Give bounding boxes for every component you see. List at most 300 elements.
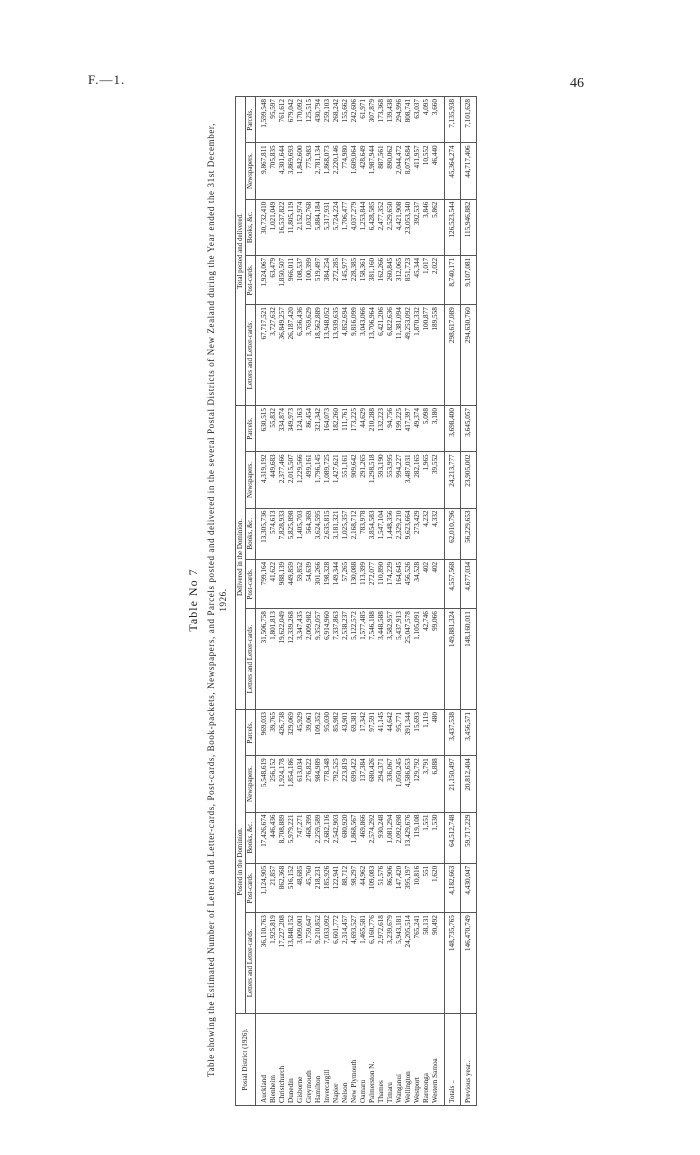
value-cell: 126,523,544 — [445, 199, 461, 255]
value-cell: 36,849,257 — [278, 305, 287, 406]
district-cell: Blenheim — [269, 1013, 278, 1105]
value-cell: 149,344 — [332, 559, 341, 608]
value-cell: 69,381 — [350, 710, 359, 756]
value-cell: 1,801,813 — [269, 609, 278, 710]
value-cell: 9,867,811 — [256, 143, 270, 199]
value-cell: 39,765 — [269, 710, 278, 756]
value-cell: 7,135,938 — [445, 97, 461, 143]
value-cell: 2,477,352 — [377, 199, 386, 255]
district-cell: Auckland — [256, 1013, 270, 1105]
value-cell: 680,426 — [368, 756, 377, 812]
value-cell: 6,356,436 — [296, 305, 305, 406]
value-cell: 95,030 — [323, 710, 332, 756]
district-cell: Thames — [377, 1013, 386, 1105]
value-cell: 18,562,889 — [314, 305, 323, 406]
value-cell: 199,225 — [395, 406, 404, 452]
value-cell: 3,009,001 — [296, 913, 305, 1014]
value-cell: 45,344 — [413, 255, 422, 304]
value-cell: 13,948,052 — [323, 305, 332, 406]
value-cell: 58,131 — [422, 913, 431, 1014]
district-cell: Dunedin — [287, 1013, 296, 1105]
value-cell: 164,645 — [395, 559, 404, 608]
value-cell: 411,957 — [413, 143, 422, 199]
value-cell: 109,352 — [314, 710, 323, 756]
value-cell: 41,145 — [377, 710, 386, 756]
value-cell: 3,727,632 — [269, 305, 278, 406]
table-row — [395, 97, 404, 1106]
value-cell: 2,009,982 — [305, 609, 314, 710]
value-cell: 2,092,698 — [395, 812, 404, 863]
value-cell: 391,344 — [404, 710, 413, 756]
value-cell: 162,266 — [377, 255, 386, 304]
value-cell: 185,926 — [323, 863, 332, 912]
mail-statistics-table — [235, 96, 477, 1106]
value-cell: 1,298,518 — [368, 452, 377, 508]
value-cell: 158,361 — [359, 255, 368, 304]
value-cell: 1,924,067 — [256, 255, 270, 304]
value-cell: 2,635,815 — [323, 508, 332, 559]
value-cell: 125,515 — [305, 97, 314, 143]
rotated-table-block — [185, 90, 595, 1110]
table-row — [341, 97, 350, 1106]
value-cell: 108,537 — [296, 255, 305, 304]
value-cell: 747,271 — [296, 812, 305, 863]
district-cell: Napier — [332, 1013, 341, 1105]
value-cell: 34,528 — [413, 559, 422, 608]
value-cell: 210,288 — [368, 406, 377, 452]
value-cell: 426,738 — [278, 710, 287, 756]
value-cell: 449,859 — [287, 559, 296, 608]
value-cell: 13,706,964 — [368, 305, 377, 406]
value-cell: 2,168,712 — [350, 508, 359, 559]
value-cell: 39,552 — [431, 452, 445, 508]
value-cell: 6,160,776 — [368, 913, 377, 1014]
value-cell: 9,816,099 — [350, 305, 359, 406]
value-cell: 402 — [422, 559, 431, 608]
value-cell: 5,979,221 — [287, 812, 296, 863]
value-cell: 2,377,466 — [278, 452, 287, 508]
value-cell: 100,877 — [422, 305, 431, 406]
value-cell: 146,470,749 — [461, 913, 477, 1014]
value-cell: 3,181,321 — [332, 508, 341, 559]
value-cell: 7,101,628 — [461, 97, 477, 143]
value-cell: 890,062 — [386, 143, 395, 199]
value-cell: 334,874 — [278, 406, 287, 452]
table-row — [368, 97, 377, 1106]
value-cell: 6,428,585 — [368, 199, 377, 255]
table-row — [278, 97, 287, 1106]
value-cell: 41,622 — [269, 559, 278, 608]
page-number: 46 — [570, 76, 584, 91]
district-cell: Greymouth — [305, 1013, 314, 1105]
value-cell: 63,479 — [269, 255, 278, 304]
value-cell: 564,369 — [305, 508, 314, 559]
value-cell: 5,943,181 — [395, 913, 404, 1014]
value-cell: 1,577,485 — [359, 609, 368, 710]
value-cell: 4,586,653 — [404, 756, 413, 812]
value-cell: 3,791 — [422, 756, 431, 812]
column-header: Parcels. — [246, 710, 256, 756]
value-cell: 994,227 — [395, 452, 404, 508]
district-cell: New Plymouth — [350, 1013, 359, 1105]
value-cell: 4,037,279 — [350, 199, 359, 255]
value-cell: 124,163 — [296, 406, 305, 452]
district-cell: Gisborne — [296, 1013, 305, 1105]
value-cell: 122,941 — [332, 863, 341, 912]
table-number: Table No 7 — [186, 568, 200, 632]
value-cell: 446,436 — [269, 812, 278, 863]
district-cell: Nelson — [341, 1013, 350, 1105]
value-cell: 2,329,210 — [395, 508, 404, 559]
value-cell: 4,232 — [422, 508, 431, 559]
value-cell: 851,723 — [404, 255, 413, 304]
value-cell: 417,397 — [404, 406, 413, 452]
value-cell: 46,440 — [431, 143, 445, 199]
value-cell: 1,842,600 — [296, 143, 305, 199]
value-cell: 90,492 — [431, 913, 445, 1014]
value-cell: 1,609,064 — [350, 143, 359, 199]
value-cell: 392,537 — [413, 199, 422, 255]
value-cell: 699,422 — [350, 756, 359, 812]
value-cell: 268,242 — [332, 97, 341, 143]
value-cell: 147,420 — [395, 863, 404, 912]
value-cell: 6,914,960 — [323, 609, 332, 710]
value-cell: 3,180 — [431, 406, 445, 452]
value-cell: 20,812,404 — [461, 756, 477, 812]
value-cell: 45,760 — [305, 863, 314, 912]
column-header: Letters and Letter-cards. — [246, 913, 256, 1014]
value-cell: 6,421,206 — [377, 305, 386, 406]
value-cell: 4,319,192 — [256, 452, 270, 508]
value-cell: 30,732,410 — [256, 199, 270, 255]
value-cell: 272,077 — [368, 559, 377, 608]
value-cell: 909,642 — [350, 452, 359, 508]
value-cell: 189,558 — [431, 305, 445, 406]
value-cell: 3,239,679 — [386, 913, 395, 1014]
value-cell: 3,660 — [431, 97, 445, 143]
value-cell: 3,624,595 — [314, 508, 323, 559]
value-cell: 1,089,725 — [323, 452, 332, 508]
value-cell: 2,682,116 — [323, 812, 332, 863]
value-cell: 170,092 — [296, 97, 305, 143]
value-cell: 109,083 — [368, 863, 377, 912]
value-cell: 4,182,663 — [445, 863, 461, 912]
value-cell: 62,010,796 — [445, 508, 461, 559]
value-cell: 3,347,435 — [296, 609, 305, 710]
value-cell: 272,285 — [332, 255, 341, 304]
value-cell: 5,098 — [422, 406, 431, 452]
value-cell: 1,448,356 — [386, 508, 395, 559]
value-cell: 260,845 — [386, 255, 395, 304]
value-cell: 1,050,245 — [395, 756, 404, 812]
value-cell: 613,034 — [296, 756, 305, 812]
value-cell: 276,822 — [305, 756, 314, 812]
value-cell: 765,241 — [413, 913, 422, 1014]
value-cell: 887,561 — [377, 143, 386, 199]
value-cell: 7,033,092 — [323, 913, 332, 1014]
value-cell: 395,197 — [404, 863, 413, 912]
table-row — [287, 97, 296, 1106]
value-cell: 2,574,292 — [368, 812, 377, 863]
value-cell: 705,835 — [269, 143, 278, 199]
value-cell: 2,152,974 — [296, 199, 305, 255]
value-cell: 9,352,057 — [314, 609, 323, 710]
value-cell: 198,328 — [323, 559, 332, 608]
value-cell: 792,525 — [332, 756, 341, 812]
district-cell: Invercargill — [323, 1013, 332, 1105]
value-cell: 7,337,863 — [332, 609, 341, 710]
district-cell: Christchurch — [278, 1013, 287, 1105]
value-cell: 164,073 — [323, 406, 332, 452]
value-cell: 551 — [422, 863, 431, 912]
value-cell: 4,421,908 — [395, 199, 404, 255]
column-header: Books, &c. — [246, 508, 256, 559]
value-cell: 43,901 — [341, 710, 350, 756]
sub-header-row — [246, 97, 256, 1106]
value-cell: 21,857 — [269, 863, 278, 912]
value-cell: 1,599,548 — [256, 97, 270, 143]
value-cell: 13,429,676 — [404, 812, 413, 863]
value-cell: 630,515 — [256, 406, 270, 452]
value-cell: 95,597 — [269, 97, 278, 143]
value-cell: 8,740,171 — [445, 255, 461, 304]
column-header: Post-cards. — [246, 559, 256, 608]
value-cell: 119,108 — [413, 812, 422, 863]
value-cell: 291,265 — [359, 452, 368, 508]
value-cell: 5,122,572 — [350, 609, 359, 710]
value-cell: 312,065 — [395, 255, 404, 304]
value-cell: 1,105,091 — [413, 609, 422, 710]
value-cell: 984,989 — [314, 756, 323, 812]
value-cell: 321,342 — [314, 406, 323, 452]
table-body — [256, 97, 477, 1106]
column-header: Newspapers. — [246, 452, 256, 508]
value-cell: 218,231 — [314, 863, 323, 912]
value-cell: 4,852,694 — [341, 305, 350, 406]
value-cell: 2,972,618 — [377, 913, 386, 1014]
value-cell: 48,685 — [296, 863, 305, 912]
table-row — [305, 97, 314, 1106]
value-cell: 137,384 — [359, 756, 368, 812]
district-cell: Previous year.. — [461, 1013, 477, 1105]
value-cell: 3,645,057 — [461, 406, 477, 452]
value-cell: 1,124,905 — [256, 863, 270, 912]
district-cell: Wellington — [404, 1013, 413, 1105]
value-cell: 17,227,208 — [278, 913, 287, 1014]
value-cell: 2,538,237 — [341, 609, 350, 710]
value-cell: 13,848,152 — [287, 913, 296, 1014]
value-cell: 381,160 — [368, 255, 377, 304]
group-header-posted: Posted in the Dominion. — [236, 710, 246, 1014]
group-header-total: Total posted and delivered. — [236, 97, 246, 406]
value-cell: 8,708,889 — [278, 812, 287, 863]
value-cell: 1,796,145 — [314, 452, 323, 508]
column-header: Newspapers. — [246, 756, 256, 812]
table-row — [350, 97, 359, 1106]
table-row — [296, 97, 305, 1106]
value-cell: 1,017 — [422, 255, 431, 304]
value-cell: 3,869,693 — [287, 143, 296, 199]
value-cell: 3,769,629 — [305, 305, 314, 406]
column-header: Newspapers. — [246, 143, 256, 199]
value-cell: 2,542,903 — [332, 812, 341, 863]
value-cell: 56,229,653 — [461, 508, 477, 559]
value-cell: 7,828,933 — [278, 508, 287, 559]
value-cell: 4,095 — [422, 97, 431, 143]
value-cell: 51,576 — [377, 863, 386, 912]
value-cell: 761,612 — [278, 97, 287, 143]
value-cell: 1,868,073 — [323, 143, 332, 199]
value-cell: 10,552 — [422, 143, 431, 199]
value-cell: 307,879 — [368, 97, 377, 143]
value-cell: 3,456,571 — [461, 710, 477, 756]
value-cell: 97,591 — [368, 710, 377, 756]
value-cell: 259,103 — [323, 97, 332, 143]
value-cell: 553,995 — [386, 452, 395, 508]
value-cell: 1,759,647 — [305, 913, 314, 1014]
table-row — [314, 97, 323, 1106]
value-cell: 44,717,406 — [461, 143, 477, 199]
value-cell: 1,119 — [422, 710, 431, 756]
value-cell: 1,854,186 — [287, 756, 296, 812]
page-label: F.—1. — [88, 72, 126, 87]
value-cell: 294,630,760 — [461, 305, 477, 406]
value-cell: 59,717,229 — [461, 812, 477, 863]
value-cell: 12,339,268 — [287, 609, 296, 710]
value-cell: 5,825,898 — [287, 508, 296, 559]
value-cell: 3,854,583 — [368, 508, 377, 559]
table-row — [377, 97, 386, 1106]
value-cell: 1,551 — [422, 812, 431, 863]
value-cell: 988,139 — [278, 559, 287, 608]
value-cell: 1,405,703 — [296, 508, 305, 559]
table-row — [422, 97, 431, 1106]
column-header: Letters and Letter-cards. — [246, 609, 256, 710]
value-cell: 155,662 — [341, 97, 350, 143]
value-cell: 145,977 — [341, 255, 350, 304]
value-cell: 301,266 — [314, 559, 323, 608]
value-cell: 3,487,031 — [404, 452, 413, 508]
value-cell: 551,161 — [341, 452, 350, 508]
value-cell: 23,053,340 — [404, 199, 413, 255]
value-cell: 2,015,507 — [287, 452, 296, 508]
table-row — [404, 97, 413, 1106]
value-cell: 1,021,049 — [269, 199, 278, 255]
value-cell: 778,348 — [323, 756, 332, 812]
value-cell: 15,693 — [413, 710, 422, 756]
value-cell: 63,037 — [413, 97, 422, 143]
value-cell: 2,044,472 — [395, 143, 404, 199]
value-cell: 4,332 — [431, 508, 445, 559]
value-cell: 45,929 — [296, 710, 305, 756]
value-cell: 173,225 — [350, 406, 359, 452]
value-cell: 4,557,568 — [445, 559, 461, 608]
value-cell: 574,613 — [269, 508, 278, 559]
value-cell: 31,506,758 — [256, 609, 270, 710]
district-cell: Hamilton — [314, 1013, 323, 1105]
value-cell: 774,980 — [341, 143, 350, 199]
table-row — [359, 97, 368, 1106]
value-cell: 25,047,578 — [404, 609, 413, 710]
value-cell: 349,973 — [287, 406, 296, 452]
district-cell: Oamaru — [359, 1013, 368, 1105]
value-cell: 36,110,763 — [256, 913, 270, 1014]
value-cell: 17,426,674 — [256, 812, 270, 863]
table-row — [413, 97, 422, 1106]
value-cell: 1,868,567 — [350, 812, 359, 863]
district-cell: Palmerston N. — [368, 1013, 377, 1105]
value-cell: 85,982 — [332, 710, 341, 756]
table-row — [431, 97, 445, 1106]
value-cell: 61,971 — [359, 97, 368, 143]
value-cell: 273,429 — [413, 508, 422, 559]
value-cell: 86,454 — [305, 406, 314, 452]
value-cell: 13,939,635 — [332, 305, 341, 406]
value-cell: 148,160,011 — [461, 609, 477, 710]
value-cell: 3,582,957 — [386, 609, 395, 710]
value-cell: 5,317,931 — [323, 199, 332, 255]
value-cell: 1,706,477 — [341, 199, 350, 255]
value-cell: 2,529,650 — [386, 199, 395, 255]
value-cell: 3,437,538 — [445, 710, 461, 756]
value-cell: 11,381,094 — [395, 305, 404, 406]
column-header: Parcels. — [246, 406, 256, 452]
value-cell: 17,342 — [359, 710, 368, 756]
value-cell: 2,220,146 — [332, 143, 341, 199]
value-cell: 679,042 — [287, 97, 296, 143]
district-cell: Rarotonga — [422, 1013, 431, 1105]
column-header: Parcels. — [246, 97, 256, 143]
value-cell: 1,253,844 — [359, 199, 368, 255]
value-cell: 1,850,507 — [278, 255, 287, 304]
district-cell: Wanganui — [395, 1013, 404, 1105]
value-cell: 468,399 — [305, 812, 314, 863]
district-cell: Timaru — [386, 1013, 395, 1105]
value-cell: 45,364,274 — [445, 143, 461, 199]
value-cell: 516,152 — [287, 863, 296, 912]
value-cell: 4,677,034 — [461, 559, 477, 608]
value-cell: 1,025,357 — [341, 508, 350, 559]
value-cell: 1,965 — [422, 452, 431, 508]
value-cell: 282,165 — [413, 452, 422, 508]
value-cell: 149,881,324 — [445, 609, 461, 710]
value-cell: 1,081,294 — [386, 812, 395, 863]
value-cell: 98,297 — [350, 863, 359, 912]
value-cell: 95,771 — [395, 710, 404, 756]
value-cell: 113,399 — [359, 559, 368, 608]
value-cell: 5,437,913 — [395, 609, 404, 710]
value-cell: 6,822,636 — [386, 305, 395, 406]
value-cell: 129,792 — [413, 756, 422, 812]
district-header: Postal District (1926). — [236, 1013, 256, 1105]
value-cell: 44,962 — [359, 863, 368, 912]
value-cell: 67,717,521 — [256, 305, 270, 406]
column-header: Post-cards. — [246, 863, 256, 912]
value-cell: 49,374 — [413, 406, 422, 452]
value-cell: 148,735,765 — [445, 913, 461, 1014]
value-cell: 775,983 — [305, 143, 314, 199]
table-caption: Table showing the Estimated Number of Letters and Letter-cards, Post-cards, Book-packets, Newspapers, and Parcels posted and delivered in the several Postal Districts of New Zealand during the Year ended the 31st December, 1926. — [206, 122, 228, 1078]
value-cell: 21,150,497 — [445, 756, 461, 812]
value-cell: 2,781,134 — [314, 143, 323, 199]
value-cell: 44,629 — [359, 406, 368, 452]
value-cell: 3,698,400 — [445, 406, 461, 452]
table-row — [256, 97, 270, 1106]
value-cell: 449,683 — [269, 452, 278, 508]
value-cell: 1,229,566 — [296, 452, 305, 508]
value-cell: 59,852 — [296, 559, 305, 608]
value-cell: 5,548,619 — [256, 756, 270, 812]
